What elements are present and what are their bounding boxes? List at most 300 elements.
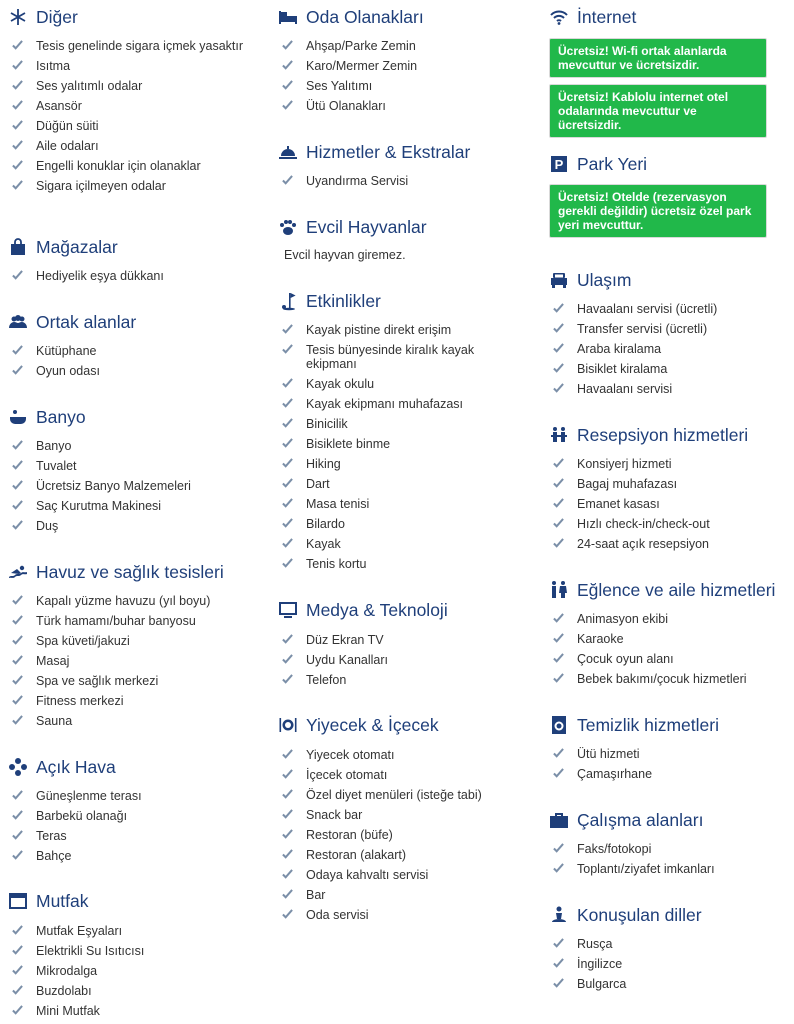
list-item	[549, 747, 789, 761]
list-item-label: Düğün süiti	[36, 119, 99, 133]
parking-info-box: Ücretsiz! Otelde (rezervasyon gerekli değildir) ücretsiz özel park yeri mevcuttur.	[549, 184, 767, 238]
list-item	[549, 842, 789, 856]
wifi-icon	[549, 7, 569, 27]
list-item	[278, 788, 518, 802]
checkmark-icon	[282, 324, 293, 335]
list-item	[8, 944, 248, 958]
checkmark-icon	[12, 675, 23, 686]
checkmark-icon	[282, 674, 293, 685]
checkmark-icon	[282, 809, 293, 820]
bathtub-icon	[8, 407, 28, 427]
section-title-ulasim: Ulaşım	[549, 266, 631, 294]
list-item	[549, 767, 789, 781]
list-hizmetler	[278, 174, 518, 194]
list-item-label: Faks/fotokopi	[577, 842, 652, 856]
list-oda	[278, 39, 518, 119]
checkmark-icon	[12, 965, 23, 976]
people-icon	[8, 312, 28, 332]
list-havuz	[8, 594, 248, 734]
list-item-label: Odaya kahvaltı servisi	[306, 868, 429, 882]
checkmark-icon	[553, 748, 564, 759]
list-item-label: Bahçe	[36, 849, 72, 863]
checkmark-icon	[12, 790, 23, 801]
family-icon	[549, 580, 569, 600]
list-item-label: 24-saat açık resepsiyon	[577, 537, 710, 551]
list-item	[278, 457, 518, 471]
list-item-label: Uydu Kanalları	[306, 653, 388, 667]
checkmark-icon	[553, 478, 564, 489]
list-item	[549, 362, 789, 376]
checkmark-icon	[12, 345, 23, 356]
list-item-label: İçecek otomatı	[306, 768, 388, 782]
list-ortak	[8, 344, 248, 384]
checkmark-icon	[282, 378, 293, 389]
list-item	[8, 479, 248, 493]
list-item-label: Binicilik	[306, 417, 348, 431]
list-item	[8, 139, 248, 153]
checkmark-icon	[553, 498, 564, 509]
checkmark-icon	[553, 633, 564, 644]
list-item	[549, 862, 789, 876]
list-item	[8, 159, 248, 173]
checkmark-icon	[12, 850, 23, 861]
checkmark-icon	[12, 1005, 23, 1016]
svg-text:P: P	[554, 157, 564, 172]
list-item	[8, 614, 248, 628]
list-resepsiyon	[549, 457, 789, 557]
parking-icon	[549, 154, 569, 174]
monitor-icon	[278, 600, 298, 620]
section-title-diller: Konuşulan diller	[549, 901, 702, 929]
checkmark-icon	[553, 458, 564, 469]
checkmark-icon	[282, 175, 293, 186]
section-title-medya: Medya & Teknoloji	[278, 596, 448, 624]
list-item	[278, 653, 518, 667]
list-item-label: Ütü hizmeti	[577, 747, 640, 761]
list-item-label: Animasyon ekibi	[577, 612, 669, 626]
checkmark-icon	[12, 615, 23, 626]
list-item	[8, 674, 248, 688]
list-item-label: Masa tenisi	[306, 497, 370, 511]
list-item-label: Spa ve sağlık merkezi	[36, 674, 159, 688]
list-item	[278, 908, 518, 922]
list-item	[8, 459, 248, 473]
washing-machine-icon	[549, 715, 569, 735]
list-item	[278, 477, 518, 491]
list-item-label: Transfer servisi (ücretli)	[577, 322, 708, 336]
list-item-label: Saç Kurutma Makinesi	[36, 499, 162, 513]
list-item	[549, 302, 789, 316]
swimmer-icon	[8, 562, 28, 582]
checkmark-icon	[12, 985, 23, 996]
service-bell-icon	[278, 142, 298, 162]
section-title-etkinlik: Etkinlikler	[278, 287, 381, 315]
checkmark-icon	[12, 460, 23, 471]
checkmark-icon	[282, 478, 293, 489]
list-item	[549, 497, 789, 511]
list-item	[278, 868, 518, 882]
list-item-label: Kütüphane	[36, 344, 97, 358]
checkmark-icon	[12, 695, 23, 706]
checkmark-icon	[12, 120, 23, 131]
list-item-label: Buzdolabı	[36, 984, 92, 998]
checkmark-icon	[282, 518, 293, 529]
briefcase-icon	[549, 810, 569, 830]
list-item-label: Tuvalet	[36, 459, 77, 473]
section-title-ortak: Ortak alanlar	[8, 308, 136, 336]
list-item-label: Tesis genelinde sigara içmek yasaktır	[36, 39, 244, 53]
list-item-label: Uyandırma Servisi	[306, 174, 409, 188]
list-item	[278, 437, 518, 451]
checkmark-icon	[282, 438, 293, 449]
checkmark-icon	[553, 978, 564, 989]
checkmark-icon	[12, 830, 23, 841]
list-yiyecek	[278, 748, 518, 928]
list-diller	[549, 937, 789, 997]
checkmark-icon	[282, 100, 293, 111]
list-item-label: Ücretsiz Banyo Malzemeleri	[36, 479, 191, 493]
list-item	[549, 632, 789, 646]
list-item	[278, 848, 518, 862]
list-item	[278, 417, 518, 431]
checkmark-icon	[282, 869, 293, 880]
checkmark-icon	[12, 270, 23, 281]
list-item-label: Mutfak Eşyaları	[36, 924, 123, 938]
list-item	[8, 1004, 248, 1018]
list-item	[549, 477, 789, 491]
list-item-label: Toplantı/ziyafet imkanları	[577, 862, 715, 876]
list-item	[8, 344, 248, 358]
car-icon	[549, 270, 569, 290]
list-item-label: Düz Ekran TV	[306, 633, 384, 647]
list-etkinlik	[278, 323, 518, 577]
checkmark-icon	[553, 343, 564, 354]
list-item	[278, 768, 518, 782]
list-item-label: Rusça	[577, 937, 613, 951]
shopping-bag-icon	[8, 237, 28, 257]
list-item-label: Elektrikli Su Isıtıcısı	[36, 944, 145, 958]
list-item	[8, 364, 248, 378]
list-item-label: Havaalanı servisi	[577, 382, 673, 396]
list-item-label: Masaj	[36, 654, 70, 668]
list-item	[278, 673, 518, 687]
section-title-temizlik: Temizlik hizmetleri	[549, 711, 719, 739]
list-item-label: Bisiklet kiralama	[577, 362, 668, 376]
list-item-label: Teras	[36, 829, 67, 843]
list-item	[8, 849, 248, 863]
list-item	[8, 79, 248, 93]
checkmark-icon	[553, 673, 564, 684]
list-item	[278, 497, 518, 511]
list-item-label: Aile odaları	[36, 139, 99, 153]
list-item	[8, 519, 248, 533]
checkmark-icon	[12, 140, 23, 151]
checkmark-icon	[12, 40, 23, 51]
list-magazalar	[8, 269, 248, 289]
list-item-label: Havaalanı servisi (ücretli)	[577, 302, 718, 316]
list-item	[8, 694, 248, 708]
list-item-label: Isıtma	[36, 59, 71, 73]
checkmark-icon	[553, 383, 564, 394]
list-item-label: Sigara içilmeyen odalar	[36, 179, 166, 193]
checkmark-icon	[282, 40, 293, 51]
checkmark-icon	[282, 498, 293, 509]
list-item-label: Bulgarca	[577, 977, 627, 991]
checkmark-icon	[553, 303, 564, 314]
list-calisma	[549, 842, 789, 882]
list-item	[278, 59, 518, 73]
list-item	[8, 179, 248, 193]
checkmark-icon	[282, 749, 293, 760]
section-title-internet: İnternet	[549, 3, 636, 31]
list-item	[278, 99, 518, 113]
checkmark-icon	[553, 323, 564, 334]
list-item-label: Fitness merkezi	[36, 694, 124, 708]
list-item	[278, 633, 518, 647]
checkmark-icon	[553, 538, 564, 549]
list-item-label: Ütü Olanakları	[306, 99, 386, 113]
checkmark-icon	[282, 634, 293, 645]
list-item	[8, 594, 248, 608]
list-item-label: Kayak	[306, 537, 341, 551]
checkmark-icon	[12, 635, 23, 646]
list-item	[549, 457, 789, 471]
checkmark-icon	[282, 344, 293, 355]
list-item-label: Bilardo	[306, 517, 345, 531]
list-item-label: Hediyelik eşya dükkanı	[36, 269, 164, 283]
checkmark-icon	[282, 829, 293, 840]
list-item-label: Tenis kortu	[306, 557, 367, 571]
list-item	[549, 537, 789, 551]
list-item-label: Bebek bakımı/çocuk hizmetleri	[577, 672, 747, 686]
checkmark-icon	[12, 655, 23, 666]
checkmark-icon	[282, 458, 293, 469]
section-title-mutfak: Mutfak	[8, 887, 89, 915]
section-title-magazalar: Mağazalar	[8, 233, 118, 261]
list-item-label: Snack bar	[306, 808, 363, 822]
wifi-info-box: Ücretsiz! Wi-fi ortak alanlarda mevcuttur ve ücretsizdir.	[549, 38, 767, 78]
checkmark-icon	[12, 60, 23, 71]
checkmark-icon	[12, 520, 23, 531]
bed-icon	[278, 7, 298, 27]
checkmark-icon	[282, 80, 293, 91]
list-item-label: Mini Mutfak	[36, 1004, 100, 1018]
list-medya	[278, 633, 518, 693]
list-item-label: Türk hamamı/buhar banyosu	[36, 614, 196, 628]
list-item	[8, 829, 248, 843]
list-item	[8, 39, 248, 53]
pets-text: Evcil hayvan giremez.	[284, 248, 406, 262]
checkmark-icon	[12, 810, 23, 821]
list-item-label: Karaoke	[577, 632, 624, 646]
checkmark-icon	[282, 654, 293, 665]
checkmark-icon	[282, 418, 293, 429]
list-item	[8, 439, 248, 453]
plate-cutlery-icon	[278, 715, 298, 735]
checkmark-icon	[12, 365, 23, 376]
list-item-label: Hiking	[306, 457, 341, 471]
checkmark-icon	[553, 843, 564, 854]
speaker-icon	[549, 905, 569, 925]
list-item	[8, 99, 248, 113]
list-item	[278, 537, 518, 551]
list-item	[278, 748, 518, 762]
checkmark-icon	[553, 653, 564, 664]
checkmark-icon	[282, 769, 293, 780]
paw-icon	[278, 217, 298, 237]
list-item-label: Özel diyet menüleri (isteğe tabi)	[306, 788, 482, 802]
list-ulasim	[549, 302, 789, 402]
list-item	[8, 119, 248, 133]
list-item-label: Restoran (alakart)	[306, 848, 407, 862]
list-item-label: Hızlı check-in/check-out	[577, 517, 710, 531]
list-item	[549, 977, 789, 991]
list-item	[8, 924, 248, 938]
checkmark-icon	[553, 938, 564, 949]
list-temizlik	[549, 747, 789, 787]
list-item-label: Tesis bünyesinde kiralık kayak ekipmanı	[306, 343, 475, 371]
list-item-label: Araba kiralama	[577, 342, 662, 356]
list-item	[549, 672, 789, 686]
list-item-label: Spa küveti/jakuzi	[36, 634, 130, 648]
section-title-oda: Oda Olanakları	[278, 3, 424, 31]
list-item-label: Bar	[306, 888, 326, 902]
checkmark-icon	[282, 909, 293, 920]
checkmark-icon	[553, 768, 564, 779]
list-item-label: Ahşap/Parke Zemin	[306, 39, 416, 53]
list-item-label: Ses yalıtımlı odalar	[36, 79, 143, 93]
list-item	[8, 499, 248, 513]
list-item-label: Mikrodalga	[36, 964, 98, 978]
checkmark-icon	[282, 849, 293, 860]
list-item-label: Duş	[36, 519, 59, 533]
list-item	[278, 397, 518, 411]
section-title-diger: Diğer	[8, 3, 78, 31]
section-title-eglence: Eğlence ve aile hizmetleri	[549, 576, 775, 604]
list-item-label: Kayak ekipmanı muhafazası	[306, 397, 464, 411]
list-diger	[8, 39, 248, 199]
checkmark-icon	[282, 60, 293, 71]
list-item-label: Restoran (büfe)	[306, 828, 393, 842]
list-item-label: Oyun odası	[36, 364, 100, 378]
checkmark-icon	[12, 480, 23, 491]
section-title-hizmetler: Hizmetler & Ekstralar	[278, 138, 470, 166]
list-item-label: Barbekü olanağı	[36, 809, 128, 823]
list-item-label: Oda servisi	[306, 908, 369, 922]
section-title-acik: Açık Hava	[8, 753, 116, 781]
list-item-label: Yiyecek otomatı	[306, 748, 395, 762]
reception-icon	[549, 425, 569, 445]
section-title-havuz: Havuz ve sağlık tesisleri	[8, 558, 224, 586]
section-title-resepsiyon: Resepsiyon hizmetleri	[549, 421, 748, 449]
list-item	[278, 343, 518, 371]
checkmark-icon	[12, 945, 23, 956]
section-title-park: P Park Yeri	[549, 150, 647, 178]
list-item-label: Güneşlenme terası	[36, 789, 142, 803]
list-item-label: Bagaj muhafazası	[577, 477, 678, 491]
checkmark-icon	[12, 160, 23, 171]
list-item-label: Bisiklete binme	[306, 437, 391, 451]
list-item	[549, 322, 789, 336]
list-item	[278, 323, 518, 337]
checkmark-icon	[282, 558, 293, 569]
oven-icon	[8, 891, 28, 911]
section-title-banyo: Banyo	[8, 403, 86, 431]
list-item-label: Telefon	[306, 673, 347, 687]
list-item-label: İngilizce	[577, 957, 623, 971]
list-item	[278, 828, 518, 842]
list-item-label: Konsiyerj hizmeti	[577, 457, 672, 471]
list-item	[8, 269, 248, 283]
list-item-label: Ses Yalıtımı	[306, 79, 373, 93]
list-item	[8, 984, 248, 998]
list-mutfak	[8, 924, 248, 1024]
checkmark-icon	[553, 613, 564, 624]
checkmark-icon	[12, 100, 23, 111]
list-item	[8, 654, 248, 668]
list-item	[8, 59, 248, 73]
golf-flag-icon	[278, 291, 298, 311]
wired-internet-info-box: Ücretsiz! Kablolu internet otel odalarında mevcuttur ve ücretsizdir.	[549, 84, 767, 138]
list-item	[8, 634, 248, 648]
list-item	[549, 957, 789, 971]
list-item	[278, 174, 518, 188]
checkmark-icon	[282, 538, 293, 549]
checkmark-icon	[282, 398, 293, 409]
checkmark-icon	[12, 595, 23, 606]
list-item	[8, 809, 248, 823]
list-item	[549, 342, 789, 356]
flower-icon	[8, 757, 28, 777]
list-item	[549, 937, 789, 951]
list-item-label: Emanet kasası	[577, 497, 660, 511]
list-item-label: Çamaşırhane	[577, 767, 653, 781]
list-item	[8, 789, 248, 803]
checkmark-icon	[282, 889, 293, 900]
list-item	[549, 612, 789, 626]
list-item	[8, 714, 248, 728]
checkmark-icon	[12, 925, 23, 936]
list-item	[278, 808, 518, 822]
checkmark-icon	[12, 440, 23, 451]
list-item-label: Karo/Mermer Zemin	[306, 59, 418, 73]
section-title-yiyecek: Yiyecek & İçecek	[278, 711, 439, 739]
snowflake-icon	[8, 7, 28, 27]
list-item-label: Kapalı yüzme havuzu (yıl boyu)	[36, 594, 211, 608]
checkmark-icon	[12, 500, 23, 511]
list-eglence	[549, 612, 789, 692]
checkmark-icon	[12, 180, 23, 191]
list-item-label: Banyo	[36, 439, 72, 453]
list-item	[278, 39, 518, 53]
list-acik	[8, 789, 248, 869]
list-item	[549, 517, 789, 531]
section-title-calisma: Çalışma alanları	[549, 806, 703, 834]
checkmark-icon	[12, 715, 23, 726]
list-item	[549, 652, 789, 666]
list-item	[278, 517, 518, 531]
checkmark-icon	[553, 863, 564, 874]
list-item-label: Kayak okulu	[306, 377, 375, 391]
checkmark-icon	[282, 789, 293, 800]
list-item	[278, 888, 518, 902]
list-item	[278, 557, 518, 571]
list-item-label: Sauna	[36, 714, 73, 728]
list-item	[549, 382, 789, 396]
checkmark-icon	[553, 363, 564, 374]
list-item-label: Engelli konuklar için olanaklar	[36, 159, 201, 173]
checkmark-icon	[12, 80, 23, 91]
